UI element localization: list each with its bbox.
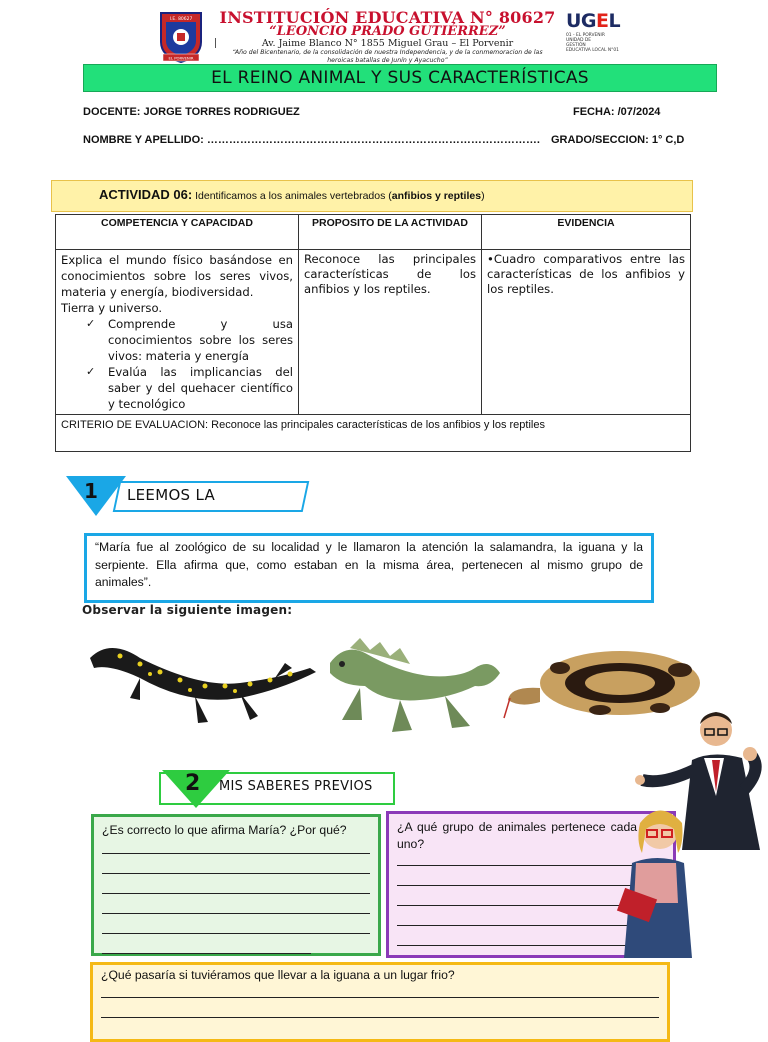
- page-title: EL REINO ANIMAL Y SUS CARACTERÍSTICAS: [83, 64, 717, 92]
- competencia-cell: [56, 250, 299, 415]
- section1-number: 1: [84, 479, 98, 503]
- evidencia-cell: •Cuadro comparativos entre las características de los anfibios y los reptiles.: [482, 250, 691, 415]
- shield-banner: EL PORVENIR: [168, 55, 194, 61]
- activity-topic: anfibios y reptiles: [391, 190, 482, 202]
- date-label: FECHA: /07/2024: [573, 106, 661, 118]
- section2-number: 2: [185, 771, 201, 796]
- salamander-image: [90, 648, 316, 723]
- activity-label: ACTIVIDAD 06:: [99, 187, 193, 202]
- question1-answer-lines[interactable]: [102, 839, 370, 954]
- capacidad-item: ✓ Comprende y usa conocimientos sobre los seres vivos: materia y energía: [86, 317, 293, 363]
- competencia-text-2: Tierra y universo.: [61, 301, 163, 315]
- student-name-field[interactable]: NOMBRE Y APELLIDO: ……………………………………………………………………………….: [83, 134, 540, 146]
- question3-box: [90, 962, 670, 1042]
- question1-text: ¿Es correcto lo que afirma María? ¿Por qué?: [102, 823, 347, 837]
- capacidad-item: ✓ Evalúa las implicancias del saber y del quehacer científico y tecnológico: [86, 365, 293, 411]
- institution-name: INSTITUCIÓN EDUCATIVA N° 80627: [219, 8, 556, 27]
- animal-images: [80, 628, 710, 753]
- ugel-caption: 01 - EL PORVENIR UNIDAD DE GESTIÓN EDUCATIVA LOCAL N°01: [566, 33, 619, 53]
- year-motto: “Año del Bicentenario, de la consolidación de nuestra Independencia, y de la conmemoracion de las heroicas batallas de Junín y Ayacucho”: [232, 49, 543, 64]
- school-name: “LEONCIO PRADO GUTIÉRREZ”: [269, 24, 506, 39]
- school-shield-logo: [157, 10, 205, 64]
- grade-section-label: GRADO/SECCION: 1° C,D: [551, 134, 685, 146]
- section1-title: LEEMOS LA: [127, 486, 216, 504]
- header-competencia: COMPETENCIA Y CAPACIDAD: [56, 215, 299, 250]
- header-proposito: PROPOSITO DE LA ACTIVIDAD: [299, 215, 482, 250]
- competency-table: [55, 214, 691, 452]
- reading-quote: “María fue al zoológico de su localidad y le llamaron la atención la salamandra, la iguana y la serpiente. Ella afirma que, como estaban en la misma área, pertenecen al mismo grupo de animales”.: [84, 533, 654, 603]
- header-evidencia: EVIDENCIA: [482, 215, 691, 250]
- observe-instruction: Observar la siguiente imagen:: [82, 603, 293, 617]
- question2-answer-lines[interactable]: [397, 853, 633, 946]
- shield-text: I.E. 80627: [169, 17, 193, 22]
- competencia-text: Explica el mundo físico basándose en conocimientos sobre los seres vivos, materia y energía, biodiversidad.: [61, 253, 293, 299]
- school-address: Av. Jaime Blanco N° 1855 Miguel Grau – El Porvenir: [261, 38, 514, 49]
- capacidades-list: [61, 316, 293, 412]
- checkmark-icon: ✓: [86, 365, 96, 378]
- activity-text: ACTIVIDAD 06: Identificamos a los animales vertebrados (anfibios y reptiles): [99, 187, 485, 202]
- question2-text: ¿A qué grupo de animales pertenece cada uno?: [397, 820, 637, 851]
- criterio-cell: CRITERIO DE EVALUACION: Reconoce las principales características de los anfibios y los reptiles: [56, 415, 691, 452]
- iguana-image: [330, 638, 500, 732]
- question3-text: ¿Qué pasaría si tuviéramos que llevar a la iguana a un lugar frio?: [101, 968, 455, 982]
- question3-answer-lines[interactable]: [101, 984, 659, 1018]
- section2-title: MIS SABERES PREVIOS: [219, 779, 373, 794]
- question1-box: [91, 814, 381, 956]
- ugel-logo: [566, 10, 624, 53]
- proposito-cell: Reconoce las principales características de los anfibios y los reptiles.: [299, 250, 482, 415]
- student-girl-illustration: [614, 793, 700, 958]
- teacher-label: DOCENTE: JORGE TORRES RODRIGUEZ: [83, 106, 300, 118]
- checkmark-icon: ✓: [86, 317, 96, 330]
- activity-description: Identificamos a los animales vertebrados (: [192, 190, 392, 202]
- ugel-wordmark: UGEL: [566, 10, 621, 32]
